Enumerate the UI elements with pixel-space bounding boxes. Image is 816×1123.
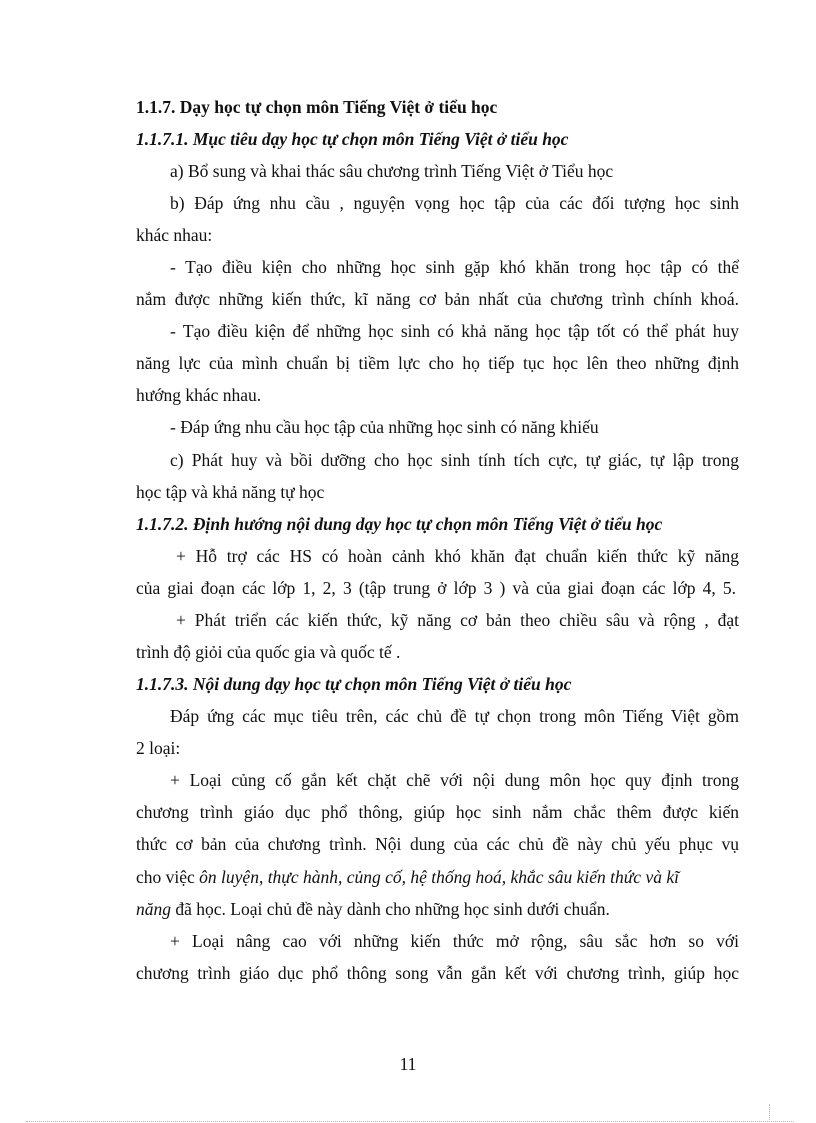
paragraph-line: - Tạo điều kiện để những học sinh có khả năng học tập tốt có thể phát huy: [170, 321, 739, 341]
page-bottom-divider: [26, 1121, 794, 1122]
paragraph-line-mixed: [136, 898, 739, 920]
italic-text: năng: [136, 899, 171, 919]
page-corner-mark: [769, 1104, 771, 1122]
subsection-heading-1: 1.1.7.1. Mục tiêu dạy học tự chọn môn Tiếng Việt ở tiểu học: [136, 129, 569, 149]
paragraph-line-mixed: [136, 866, 739, 888]
paragraph-line: 2 loại:: [136, 738, 181, 758]
paragraph-line: Đáp ứng các mục tiêu trên, các chủ đề tự chọn trong môn Tiếng Việt gồm: [170, 706, 739, 726]
plain-text: đã học. Loại chủ đề này dành cho những học sinh dưới chuẩn.: [175, 899, 610, 919]
paragraph-line: a) Bổ sung và khai thác sâu chương trình Tiếng Việt ở Tiểu học: [170, 161, 614, 181]
paragraph-line: năng lực của mình chuẩn bị tiềm lực cho họ tiếp tục học lên theo những định: [136, 353, 739, 373]
italic-text: ôn luyện, thực hành, củng cố, hệ thống hoá, khắc sâu kiến thức và kĩ: [199, 867, 679, 887]
paragraph-line: thức cơ bản của chương trình. Nội dung của các chủ đề này chủ yếu phục vụ: [136, 834, 739, 854]
paragraph-line: hướng khác nhau.: [136, 385, 262, 405]
paragraph-line: + Loại nâng cao với những kiến thức mở rộng, sâu sắc hơn so với: [170, 931, 739, 951]
subsection-heading-2: 1.1.7.2. Định hướng nội dung dạy học tự chọn môn Tiếng Việt ở tiểu học: [136, 514, 663, 534]
paragraph-line: chương trình giáo dục phổ thông, giúp học sinh nắm chắc thêm được kiến: [136, 802, 739, 822]
plain-text: cho việc: [136, 867, 195, 887]
paragraph-line: học tập và khả năng tự học: [136, 482, 325, 502]
subsection-heading-3: 1.1.7.3. Nội dung dạy học tự chọn môn Tiếng Việt ở tiểu học: [136, 674, 572, 694]
paragraph-line: c) Phát huy và bồi dưỡng cho học sinh tính tích cực, tự giác, tự lập trong: [170, 450, 739, 470]
paragraph-line: của giai đoạn các lớp 1, 2, 3 (tập trung ở lớp 3 ) và của giai đoạn các lớp 4, 5.: [136, 578, 736, 598]
paragraph-line: trình độ giỏi của quốc gia và quốc tế .: [136, 642, 401, 662]
section-heading: 1.1.7. Dạy học tự chọn môn Tiếng Việt ở tiểu học: [136, 97, 498, 117]
paragraph-line: + Hỗ trợ các HS có hoàn cảnh khó khăn đạt chuẩn kiến thức kỹ năng: [176, 546, 739, 566]
paragraph-line: + Phát triển các kiến thức, kỹ năng cơ bản theo chiều sâu và rộng , đạt: [176, 610, 739, 630]
paragraph-line: + Loại củng cố gắn kết chặt chẽ với nội dung môn học quy định trong: [170, 770, 739, 790]
paragraph-line: nắm được những kiến thức, kĩ năng cơ bản nhất của chương trình chính khoá.: [136, 289, 739, 309]
paragraph-line: - Đáp ứng nhu cầu học tập của những học sinh có năng khiếu: [170, 417, 599, 437]
page-number: 11: [399, 1054, 417, 1074]
paragraph-line: chương trình giáo dục phổ thông song vẫn gắn kết với chương trình, giúp học: [136, 963, 739, 983]
paragraph-line: khác nhau:: [136, 225, 213, 245]
paragraph-line: b) Đáp ứng nhu cầu , nguyện vọng học tập của các đối tượng học sinh: [170, 193, 739, 213]
paragraph-line: - Tạo điều kiện cho những học sinh gặp khó khăn trong học tập có thể: [170, 257, 739, 277]
